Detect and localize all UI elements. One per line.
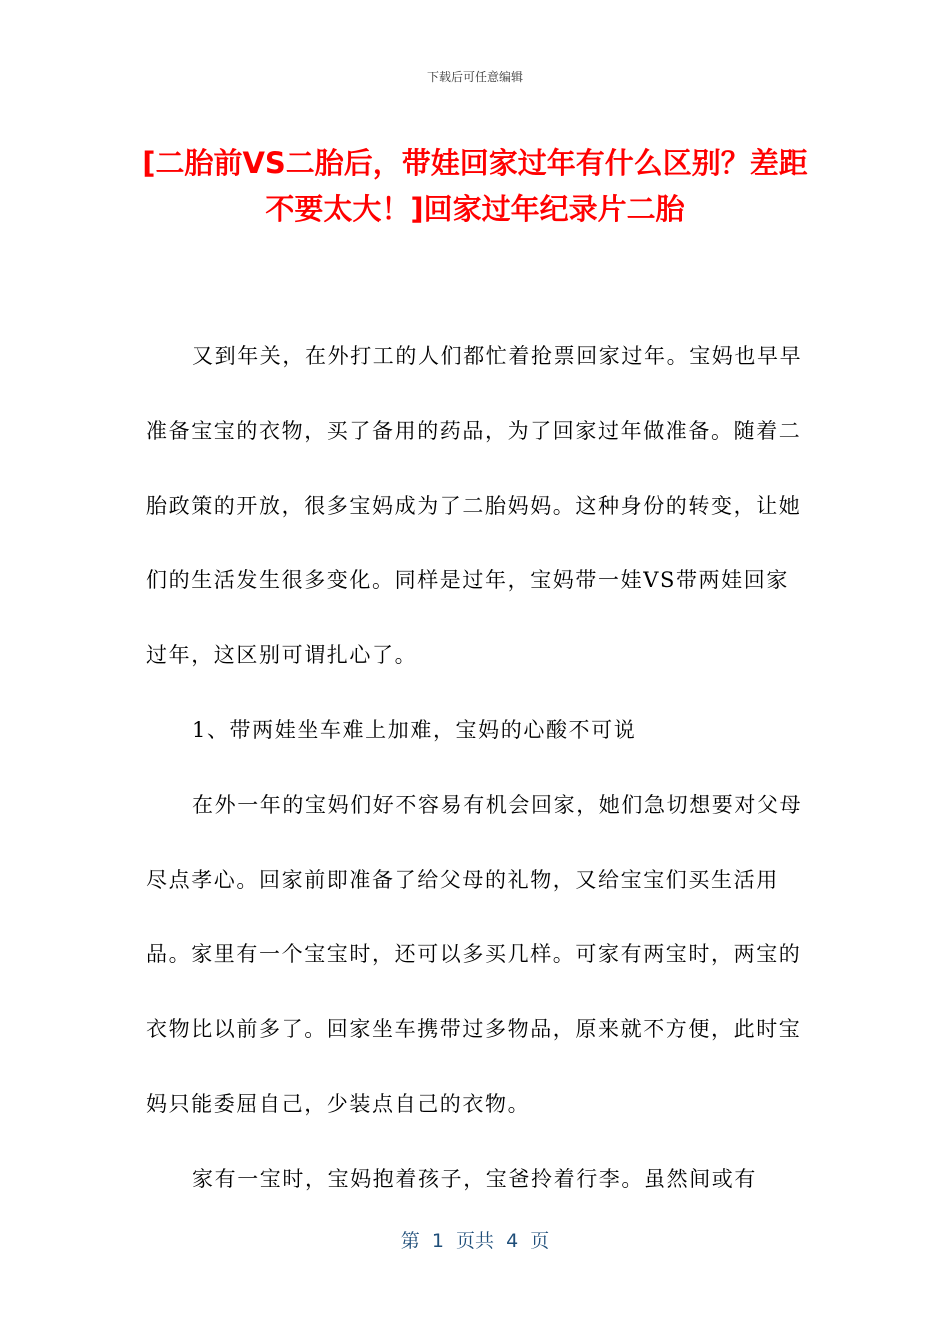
section-heading-1: 1、带两娃坐车难上加难，宝妈的心酸不可说 bbox=[192, 717, 637, 742]
paragraph-3: 家有一宝时，宝妈抱着孩子，宝爸拎着行李。虽然间或有 bbox=[192, 1166, 757, 1191]
paragraph-1: 又到年关，在外打工的人们都忙着抢票回家过年。宝妈也早早准备宝宝的衣物，买了备用的药品，为了回家过年做准备。随着二胎政策的开放，很多宝妈成为了二胎妈妈。这种身份的转变，让她们的生活发生很多变化。同样是过年，宝妈带一娃VS带两娃回家过年，这区别可谓扎心了。 bbox=[146, 344, 803, 668]
header-note: 下载后可任意编辑 bbox=[426, 70, 523, 84]
paragraph-2: 在外一年的宝妈们好不容易有机会回家，她们急切想要对父母尽点孝心。回家前即准备了给父母的礼物，又给宝宝们买生活用品。家里有一个宝宝时，还可以多买几样。可家有两宝时，两宝的衣物比以前多了。回家坐车携带过多物品，原来就不方便，此时宝妈只能委屈自己，少装点自己的衣物。 bbox=[146, 792, 803, 1116]
document-body bbox=[146, 319, 811, 1217]
page-number-footer: 第 1 页共 4 页 bbox=[400, 1230, 550, 1252]
document-title: [二胎前VS二胎后，带娃回家过年有什么区别？差距不要太大！]回家过年纪录片二胎 bbox=[142, 146, 808, 226]
